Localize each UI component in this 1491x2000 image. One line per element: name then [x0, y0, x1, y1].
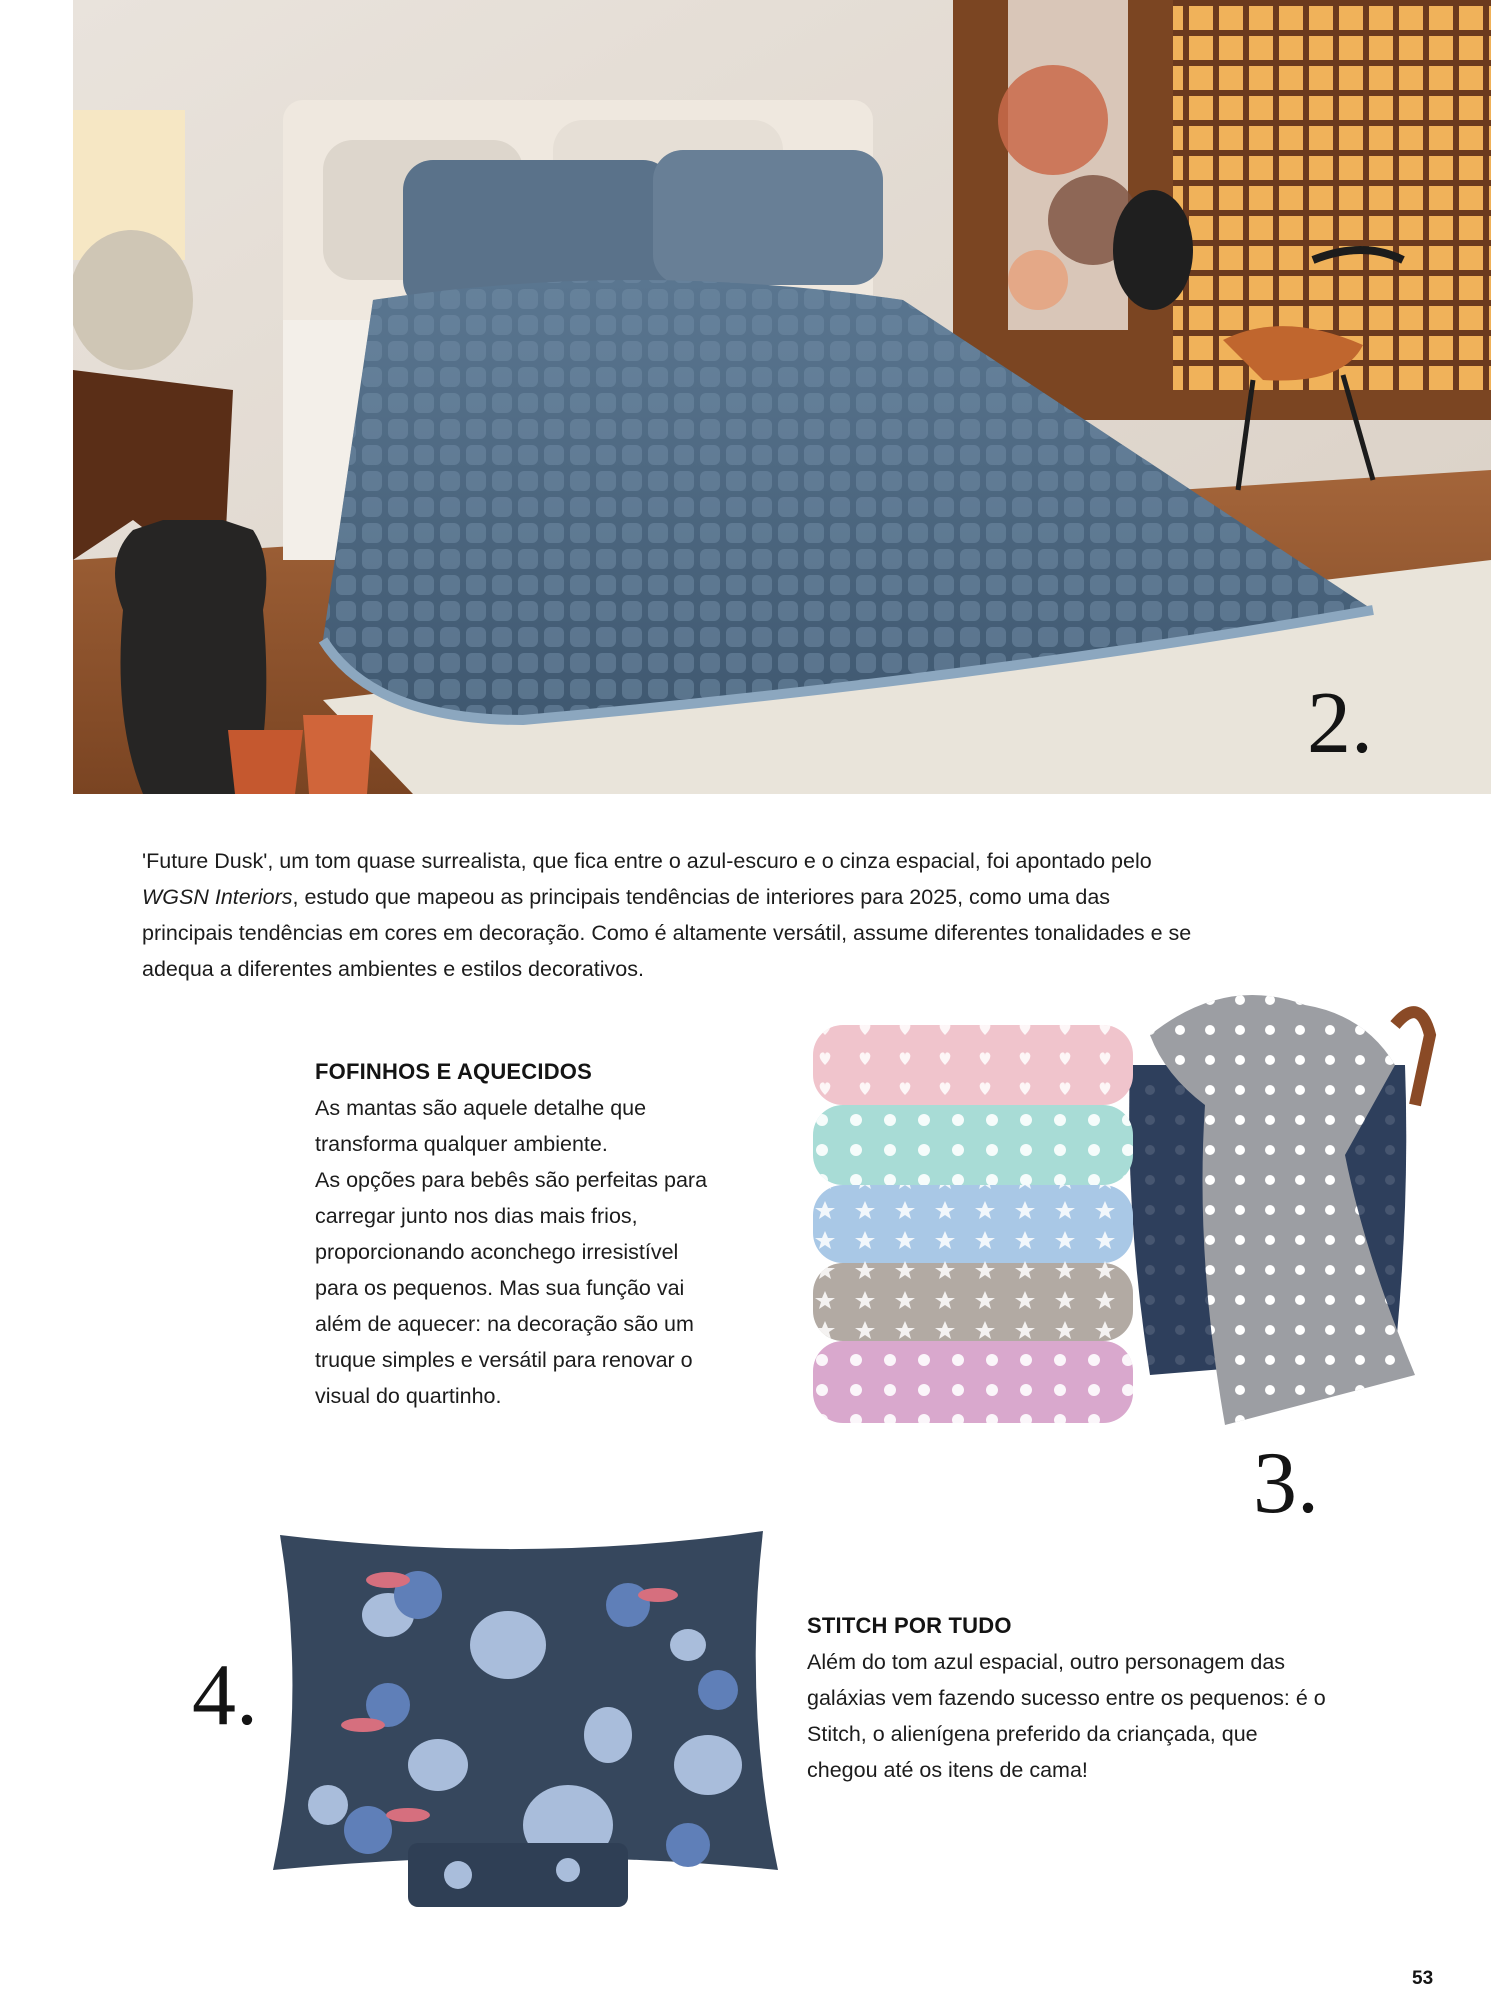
blankets-text-block [315, 1054, 725, 1414]
blankets-heading: FOFINHOS E AQUECIDOS [315, 1059, 592, 1084]
stitch-heading: STITCH POR TUDO [807, 1613, 1012, 1638]
blankets-paragraph-2: As opções para bebês são perfeitas para carregar junto nos dias mais frios, proporcionando aconchego irresistível para os pequenos. Mas sua função vai além de aquecer: na decoração são um truque simples e versátil para renovar o visual do quartinho. [315, 1168, 708, 1408]
blankets-illustration [805, 955, 1445, 1435]
figure-number-4: 4. [192, 1647, 258, 1744]
stitch-paragraph: Além do tom azul espacial, outro personagem das galáxias vem fazendo sucesso entre os pequenos: é o Stitch, o alienígena preferido da criançada, que chegou até os itens de cama! [807, 1650, 1326, 1782]
stitch-text-block [807, 1608, 1327, 1788]
pillowcase-illustration [268, 1525, 788, 1915]
figure-number-3: 3. [1253, 1435, 1319, 1532]
intro-text-after: , estudo que mapeou as principais tendências de interiores para 2025, como uma das principais tendências em cores em decoração. Como é altamente versátil, assume diferentes tonalidades e se adequa a diferentes ambientes e estilos decorativos. [142, 885, 1192, 981]
figure-number-2: 2. [1307, 675, 1373, 772]
intro-text-before: , um tom quase surrealista, que fica entre o azul-escuro e o cinza espacial, foi apontado pelo [267, 849, 1152, 873]
page-number: 53 [1412, 1968, 1434, 1989]
intro-source: WGSN Interiors [142, 885, 293, 909]
bedroom-illustration [73, 0, 1491, 794]
intro-quote: 'Future Dusk' [142, 849, 268, 873]
bedroom-photo [73, 0, 1491, 794]
stitch-pillowcase-photo [268, 1525, 788, 1915]
blankets-paragraph-1: As mantas são aquele detalhe que transforma qualquer ambiente. [315, 1096, 647, 1156]
blankets-photo [805, 955, 1445, 1435]
